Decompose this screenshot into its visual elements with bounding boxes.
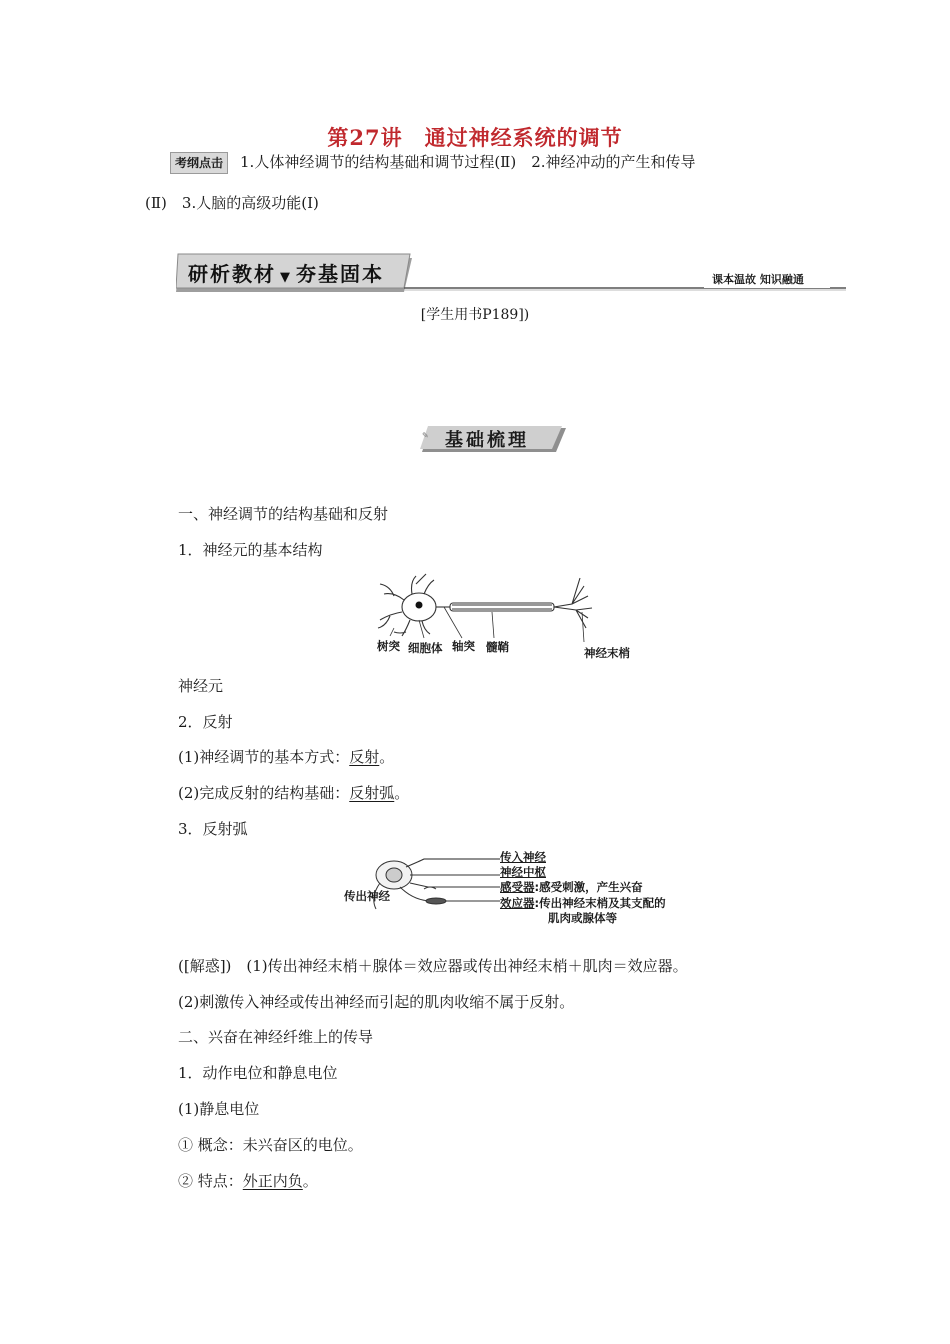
banner-title: 研析教材 ▼ 夯基固本 <box>188 262 384 286</box>
label-axon: 轴突 <box>452 639 475 653</box>
outline-tag: 考纲点击 <box>170 152 228 174</box>
caption-neuron: 神经元 <box>178 677 224 695</box>
banner-subtitle: 课本温故 知识融通 <box>712 273 804 286</box>
outline-text-1: 1.人体神经调节的结构基础和调节过程(Ⅱ) 2.神经冲动的产生和传导 <box>240 153 696 171</box>
feature-line: ② 特点：外正内负。 <box>178 1172 318 1190</box>
section-title: 基础梳理 <box>445 430 529 451</box>
label-afferent-nerve: 传入神经 <box>500 850 546 864</box>
answer-outside-positive: 外正内负 <box>242 1172 303 1190</box>
heading-1: 一、神经调节的结构基础和反射 <box>178 505 389 523</box>
label-soma: 细胞体 <box>408 641 443 655</box>
book-reference: [学生用书P189]) <box>420 307 530 323</box>
lesson-title: 第27讲 通过神经系统的调节 <box>327 125 623 150</box>
subheading-neuron: 1．神经元的基本结构 <box>178 541 323 559</box>
label-receptor: 感受器:感受刺激，产生兴奋 <box>500 880 643 894</box>
reflex-item-1: (1)神经调节的基本方式：反射。 <box>178 748 395 766</box>
outline-line-2: (Ⅱ) 3.人脑的高级功能(Ⅰ) <box>145 194 319 212</box>
subheading-reflex-arc: 3．反射弧 <box>178 820 248 838</box>
label-nerve-center: 神经中枢 <box>500 865 546 879</box>
banner-marker-icon: ▼ <box>280 270 292 285</box>
heading-2: 二、兴奋在神经纤维上的传导 <box>178 1028 374 1046</box>
label-myelin: 髓鞘 <box>486 640 509 654</box>
outline-line-1 <box>170 152 696 174</box>
neuron-diagram <box>372 572 602 644</box>
label-effector: 效应器:传出神经末梢及其支配的 <box>500 896 666 910</box>
answer-reflex: 反射 <box>349 748 380 766</box>
note-2: (2)刺激传入神经或传出神经而引起的肌肉收缩不属于反射。 <box>178 993 575 1011</box>
label-terminal: 神经末梢 <box>584 646 630 660</box>
note-1: ([解惑]) (1)传出神经末梢＋腺体＝效应器或传出神经末梢＋肌肉＝效应器。 <box>178 957 688 975</box>
subheading-potential: 1．动作电位和静息电位 <box>178 1064 338 1082</box>
concept-line: ① 概念：未兴奋区的电位。 <box>178 1136 363 1154</box>
subheading-resting: (1)静息电位 <box>178 1100 260 1118</box>
label-dendrite: 树突 <box>377 639 400 653</box>
svg-text:✎: ✎ <box>422 431 429 440</box>
answer-reflex-arc: 反射弧 <box>349 784 395 802</box>
subheading-reflex: 2．反射 <box>178 713 233 731</box>
label-effector-2: 肌肉或腺体等 <box>548 911 617 925</box>
label-efferent-nerve: 传出神经 <box>344 889 390 903</box>
reflex-item-2: (2)完成反射的结构基础：反射弧。 <box>178 784 410 802</box>
